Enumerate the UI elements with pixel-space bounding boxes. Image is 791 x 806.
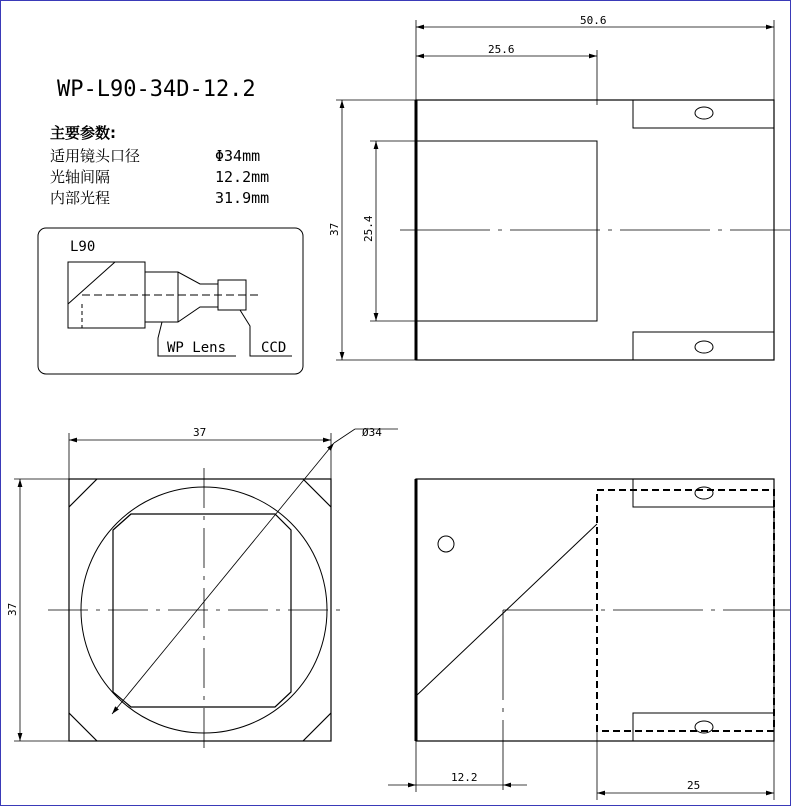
front-view-aperture	[113, 514, 291, 707]
front-view-corner-br	[303, 713, 331, 741]
ccd-label: CCD	[261, 340, 287, 356]
schematic-lens-bottom	[145, 307, 218, 322]
internal-view-mount-hole	[438, 536, 454, 552]
internal-view-bottom-slot	[633, 713, 774, 741]
dim-diameter	[112, 429, 398, 714]
internal-view-top-slot	[633, 479, 774, 507]
front-view-bevel-tl	[113, 514, 131, 530]
dim-top-partial	[416, 50, 597, 105]
spec-name-3: 内部光程	[50, 189, 111, 207]
internal-view-hidden-cavity	[597, 490, 774, 731]
spec-value-1: Φ34mm	[215, 147, 261, 165]
spec-value-3: 31.9mm	[215, 189, 270, 207]
lens-label: WP Lens	[167, 340, 227, 356]
dim-front-height-label: 37	[6, 602, 19, 616]
dim-front-width-label: 37	[193, 426, 207, 439]
front-view-corner-tr	[303, 479, 331, 507]
schematic-mirror	[68, 262, 115, 304]
dim-front-width	[69, 433, 331, 479]
schematic-title: L90	[70, 239, 96, 255]
dim-side-height-label: 37	[328, 222, 341, 236]
dim-inner-height-label: 25.4	[362, 215, 375, 242]
dim-bottom-offset	[388, 741, 527, 792]
side-view	[400, 100, 790, 360]
dim-bottom-offset-label: 12.2	[451, 771, 478, 784]
front-view-corner-bl	[69, 713, 97, 741]
side-view-bottom-slot	[633, 332, 774, 360]
spec-heading: 主要参数:	[50, 124, 116, 142]
schematic-lens-top	[145, 272, 218, 284]
internal-view	[416, 479, 790, 790]
dim-top-total	[416, 20, 774, 100]
dim-top-total-label: 50.6	[580, 14, 607, 27]
front-view-corner-tl	[69, 479, 97, 507]
dim-diameter-label: Ø34	[362, 426, 382, 439]
side-view-top-hole	[695, 107, 713, 119]
spec-name-2: 光轴间隔	[50, 168, 111, 186]
spec-value-2: 12.2mm	[215, 168, 270, 186]
model-title: WP-L90-34D-12.2	[57, 77, 256, 102]
spec-name-1: 适用镜头口径	[50, 147, 141, 165]
internal-view-body	[416, 479, 774, 741]
side-view-bottom-hole	[695, 341, 713, 353]
internal-view-top-hole	[695, 487, 713, 499]
side-view-top-slot	[633, 100, 774, 128]
dim-inner-height	[370, 141, 416, 321]
side-view-lens-port	[416, 141, 597, 321]
dim-top-partial-label: 25.6	[488, 43, 515, 56]
dim-bottom-width-label: 25	[687, 779, 701, 792]
front-view	[48, 468, 342, 752]
